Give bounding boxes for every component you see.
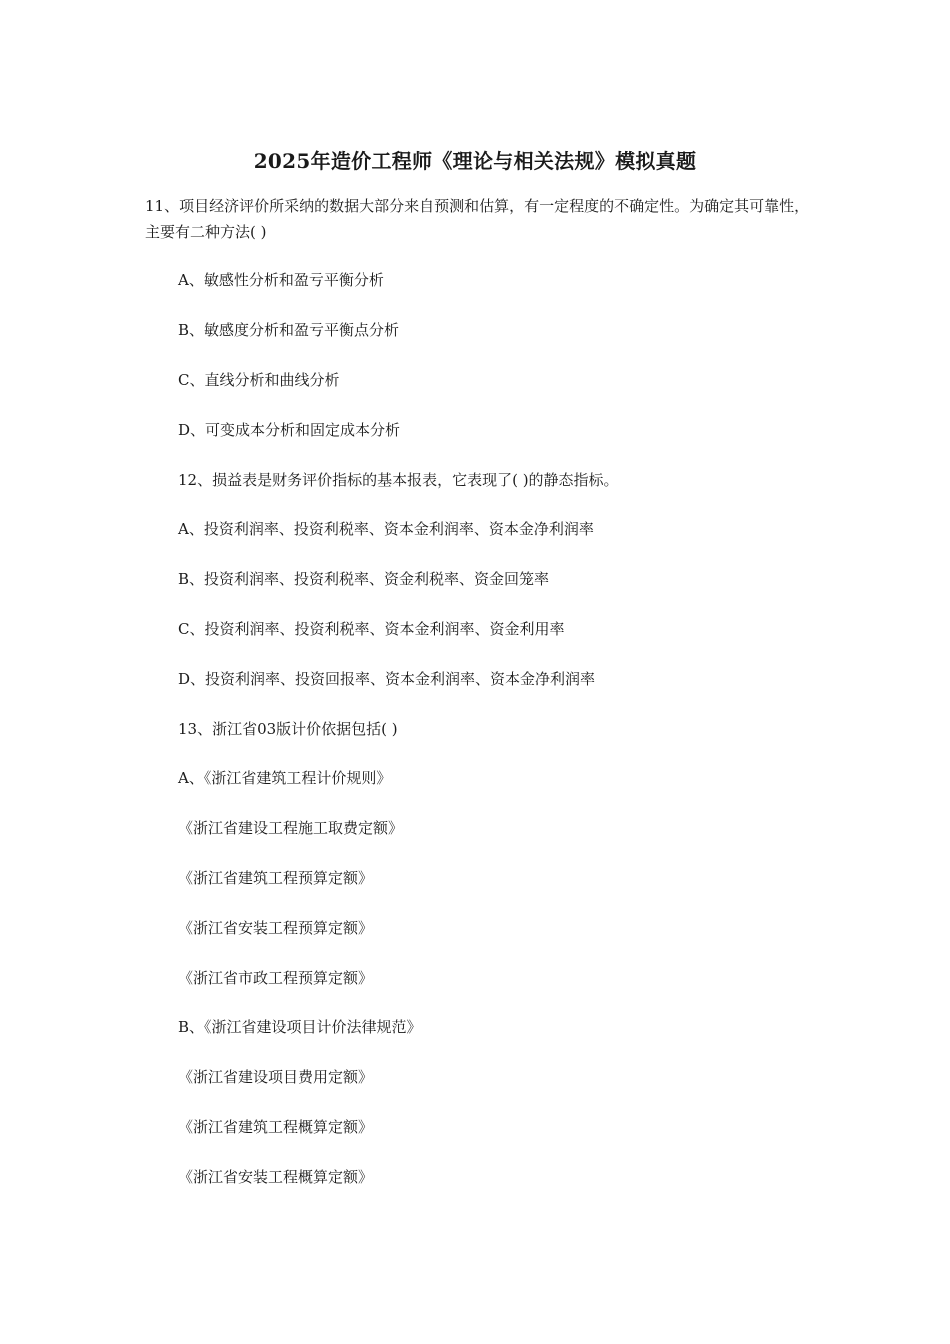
question-13-line: 《浙江省建筑工程预算定额》 [178,869,374,887]
question-11-option-c: C、直线分析和曲线分析 [178,371,340,389]
question-13-text: 13、浙江省03版计价依据包括( ) [178,720,398,738]
question-12-option-a: A、投资利润率、投资利税率、资本金利润率、资本金净利润率 [178,520,594,538]
question-11-option-a: A、敏感性分析和盈亏平衡分析 [178,271,384,289]
question-13-option-b: B、《浙江省建设项目计价法律规范》 [178,1018,422,1036]
question-12-option-c: C、投资利润率、投资利税率、资本金利润率、资金利用率 [178,620,565,638]
question-12-option-b: B、投资利润率、投资利税率、资金利税率、资金回笼率 [178,570,550,588]
document-title: 2025年造价工程师《理论与相关法规》模拟真题 [253,149,697,173]
question-12-option-d: D、投资利润率、投资回报率、资本金利润率、资本金净利润率 [178,670,596,688]
question-11-option-d: D、可变成本分析和固定成本分析 [178,421,401,439]
question-13-line: 《浙江省建设项目费用定额》 [178,1068,374,1086]
question-12-text: 12、损益表是财务评价指标的基本报表，它表现了( )的静态指标。 [178,471,619,489]
question-13-line: 《浙江省建筑工程概算定额》 [178,1118,374,1136]
question-11-option-b: B、敏感度分析和盈亏平衡点分析 [178,321,400,339]
question-13-option-a: A、《浙江省建筑工程计价规则》 [178,769,392,787]
question-13-line: 《浙江省安装工程概算定额》 [178,1168,374,1186]
question-13-line: 《浙江省市政工程预算定额》 [178,969,374,987]
question-11-text: 11、项目经济评价所采纳的数据大部分来自预测和估算，有一定程度的不确定性。为确定其可靠性，主要有二种方法( ) [145,197,810,241]
question-13-line: 《浙江省建设工程施工取费定额》 [178,819,404,837]
question-13-line: 《浙江省安装工程预算定额》 [178,919,374,937]
